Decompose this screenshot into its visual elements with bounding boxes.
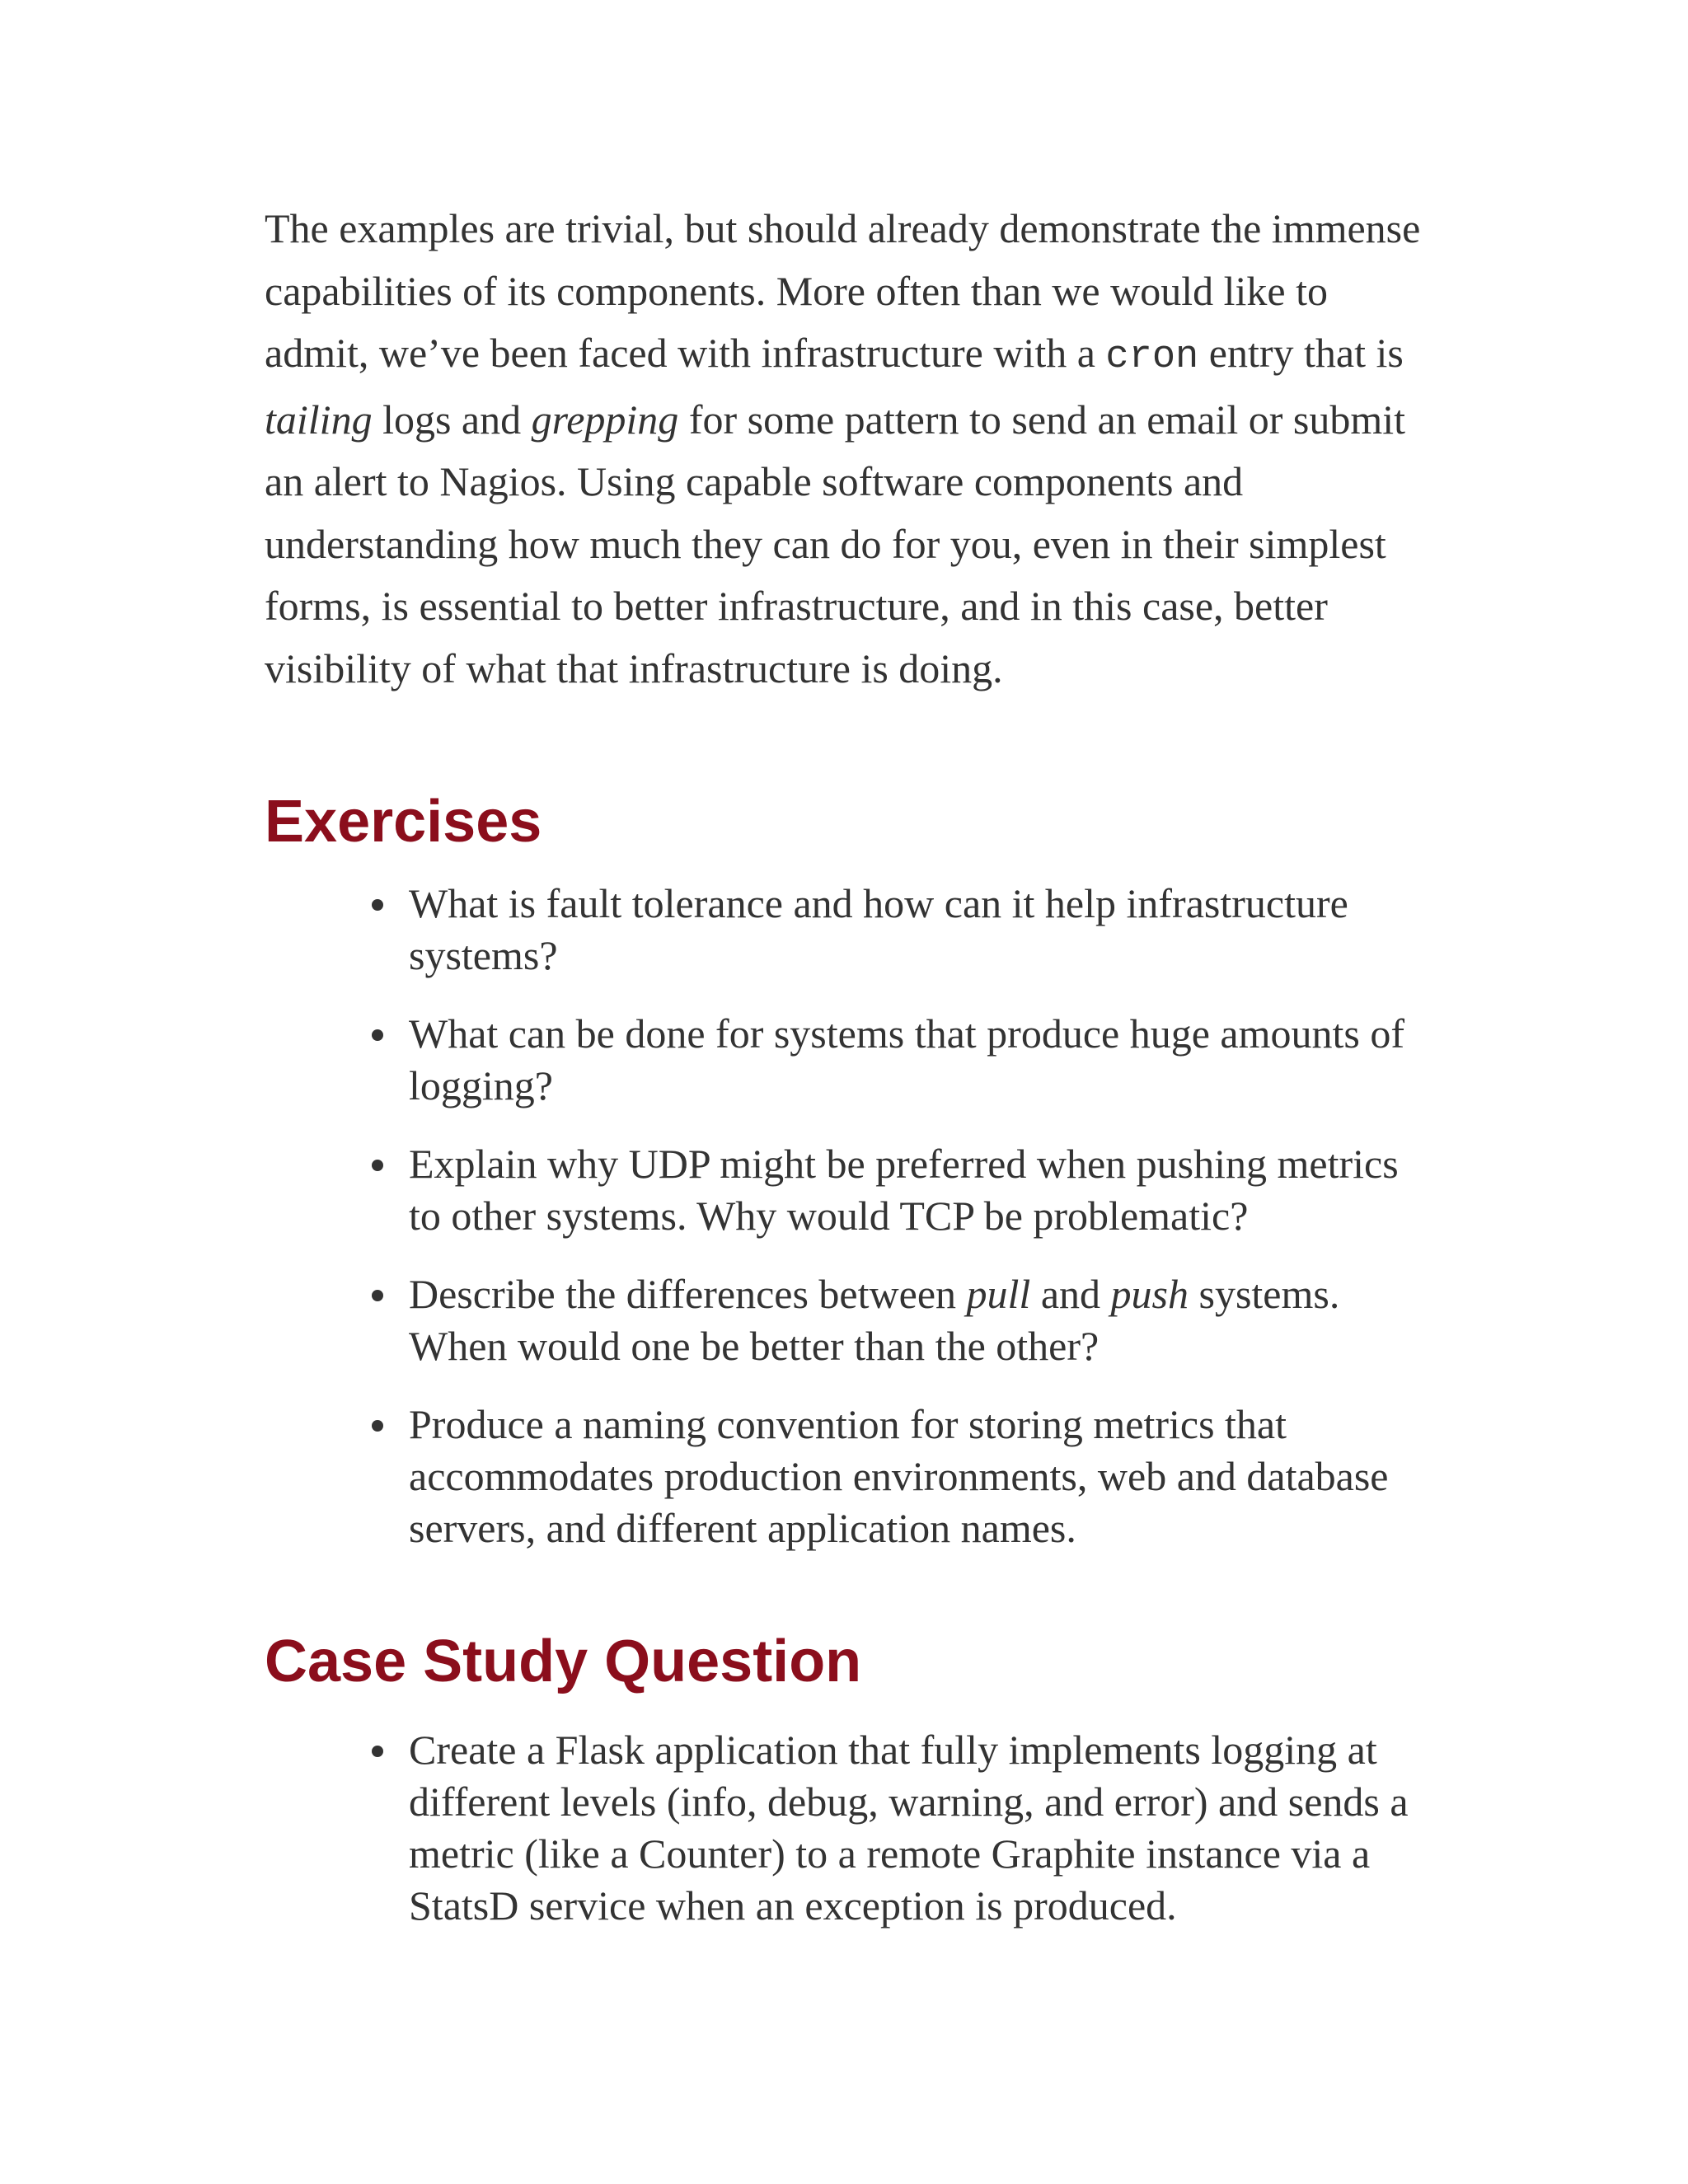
intro-text: entry that is — [1198, 330, 1404, 376]
list-item — [265, 1724, 1431, 1932]
exercises-heading: Exercises — [265, 789, 542, 855]
list-item-text: systems. When would one be better than the other? — [409, 1271, 1340, 1369]
list-item — [265, 1138, 1431, 1242]
bullet-icon — [372, 1746, 383, 1757]
list-item — [265, 1268, 1431, 1372]
list-item-text: What can be done for systems that produce huge amounts of logging? — [409, 1010, 1404, 1108]
page-content — [265, 198, 1427, 1958]
intro-text: The examples are trivial, but should already demonstrate the immense capabilities of its components. More often than we would like to admit, we’ve been faced with infrastructure with a — [265, 205, 1421, 376]
pull-emphasis: pull — [966, 1271, 1031, 1317]
intro-paragraph — [265, 198, 1427, 700]
list-item-text: Explain why UDP might be preferred when pushing metrics to other systems. Why would TCP be problematic? — [409, 1141, 1399, 1239]
intro-text: for some pattern to send an email or submit an alert to Nagios. Using capable software components and understanding how much they can do for you, even in their simplest forms, is essential to better infrastructure, and in this case, better visibility of what that infrastructure is doing. — [265, 396, 1406, 691]
list-item-text: Create a Flask application that fully implements logging at different levels (info, debug, warning, and error) and sends a metric (like a Counter) to a remote Graphite instance via a StatsD service when an exception is produced. — [409, 1727, 1409, 1929]
list-item — [265, 878, 1431, 982]
list-item-text: Describe the differences between — [409, 1271, 967, 1317]
intro-text: logs and — [372, 396, 532, 443]
list-item-text: and — [1030, 1271, 1111, 1317]
bullet-icon — [372, 1029, 383, 1041]
list-item — [265, 1399, 1431, 1554]
grepping-emphasis: grepping — [531, 396, 679, 443]
push-emphasis: push — [1110, 1271, 1189, 1317]
list-item — [265, 1008, 1431, 1112]
bullet-icon — [372, 1160, 383, 1171]
tailing-emphasis: tailing — [265, 396, 373, 443]
list-item-text: What is fault tolerance and how can it help infrastructure systems? — [409, 880, 1348, 978]
bullet-icon — [372, 899, 383, 911]
bullet-icon — [372, 1420, 383, 1432]
bullet-icon — [372, 1290, 383, 1301]
exercises-list — [265, 878, 1427, 1554]
list-item-text: Produce a naming convention for storing metrics that accommodates production environments, web and database servers, and different application names. — [409, 1401, 1389, 1551]
cron-code: cron — [1105, 335, 1199, 379]
case-study-heading: Case Study Question — [265, 1629, 862, 1694]
case-study-list — [265, 1724, 1427, 1932]
